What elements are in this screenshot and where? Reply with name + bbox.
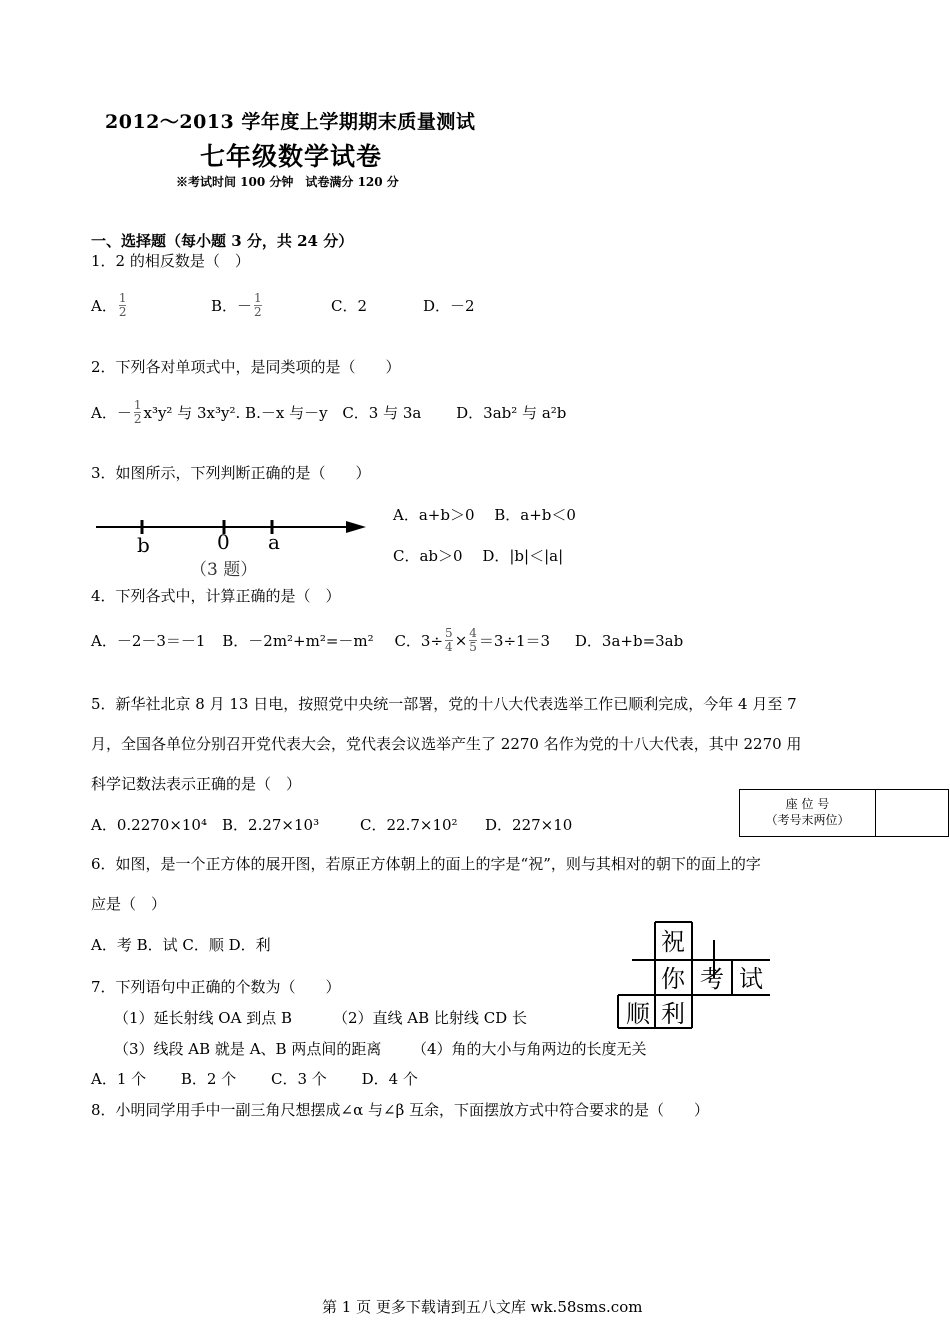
net-face-shun: 顺 <box>626 1000 650 1028</box>
q5-option-d: D．227×10 <box>485 816 573 834</box>
q7-statement-4: （4）角的大小与角两边的长度无关 <box>412 1040 647 1058</box>
q7-options: A．1 个 B．2 个 C．3 个 D．4 个 <box>91 1070 418 1088</box>
q5-line2: 月，全国各单位分别召开党代表大会，党代表会议选举产生了 2270 名作为党的十八大代表，其中 2270 用 <box>91 735 802 753</box>
q4-options: A．－2－3＝－1 B．－2m²+m²=－m² C．3÷ $\frac{5}{4}$ × $\frac{4}{5}$ ＝3÷1＝3 D．3a+b=3ab <box>91 626 684 654</box>
net-face-zhu: 祝 <box>661 928 685 956</box>
q6-line2: 应是（ ） <box>91 895 167 913</box>
net-face-ni: 你 <box>661 965 685 993</box>
q4-stem: 4．下列各式中，计算正确的是（ ） <box>91 587 341 605</box>
q7-statement-3: （3）线段 AB 就是 A、B 两点间的距离 <box>114 1040 382 1058</box>
label-b: b <box>137 533 150 557</box>
q5-option-b: B．2.27×10³ <box>222 816 320 834</box>
page-footer: 第 1 页 更多下载请到五八文库 wk.58sms.com <box>322 1298 643 1316</box>
q2-options: A．－ $\frac{1}{2}$ x³y² 与 3x³y². B.－x 与－y C．3 与 3a D．3ab² 与 a²b <box>91 398 567 426</box>
net-face-shi: 试 <box>739 965 763 993</box>
exam-subtitle: 七年级数学试卷 <box>200 142 383 171</box>
q5-option-a: A．0.2270×10⁴ <box>91 816 207 834</box>
label-0: 0 <box>217 530 230 554</box>
q2-stem: 2．下列各对单项式中，是同类项的是（ ） <box>91 358 401 376</box>
q7-statement-2: （2）直线 AB 比射线 CD 长 <box>333 1009 527 1027</box>
exam-note: ※考试时间 100 分钟 试卷满分 120 分 <box>176 175 399 189</box>
q7-statement-1: （1）延长射线 OA 到点 B <box>114 1009 293 1027</box>
label-a: a <box>268 530 280 554</box>
q8-stem: 8．小明同学用手中一副三角尺想摆成∠α 与∠β 互余，下面摆放方式中符合要求的是（ ） <box>91 1101 710 1119</box>
arrow-head-icon <box>346 521 366 533</box>
q5-line1: 5．新华社北京 8 月 13 日电，按照党中央统一部署，党的十八大代表选举工作已顺利完成，今年 4 月至 7 <box>91 695 797 713</box>
q6-options: A．考 B．试 C．顺 D．利 <box>91 936 271 954</box>
net-face-li: 利 <box>661 1000 685 1028</box>
net-face-kao: 考 <box>700 965 724 993</box>
q1-options: A． $\frac{1}{2}$ B．－ $\frac{1}{2}$ C．2 D．－2 <box>91 291 475 319</box>
q5-option-c: C．22.7×10² <box>360 816 458 834</box>
exam-title: 2012～2013 学年度上学期期末质量测试 <box>105 111 476 133</box>
section-heading: 一、选择题（每小题 3 分，共 24 分） <box>91 232 354 250</box>
seat-number-box <box>739 789 949 837</box>
q3-options-ab: A．a+b＞0 B．a+b＜0 <box>393 506 576 524</box>
seat-number-label: 座 位 号 （考号末两位） <box>740 790 876 836</box>
q6-line1: 6．如图，是一个正方体的展开图，若原正方体朝上的面上的字是“祝”，则与其相对的朝下的面上的字 <box>91 855 761 873</box>
q3-stem: 3．如图所示，下列判断正确的是（ ） <box>91 464 371 482</box>
figure-caption: （3 题） <box>190 560 258 580</box>
q7-stem: 7．下列语句中正确的个数为（ ） <box>91 978 341 996</box>
q1-stem: 1．2 的相反数是（ ） <box>91 252 250 270</box>
q3-options-cd: C．ab＞0 D．|b|＜|a| <box>393 547 564 565</box>
q5-line3: 科学记数法表示正确的是（ ） <box>91 775 302 793</box>
